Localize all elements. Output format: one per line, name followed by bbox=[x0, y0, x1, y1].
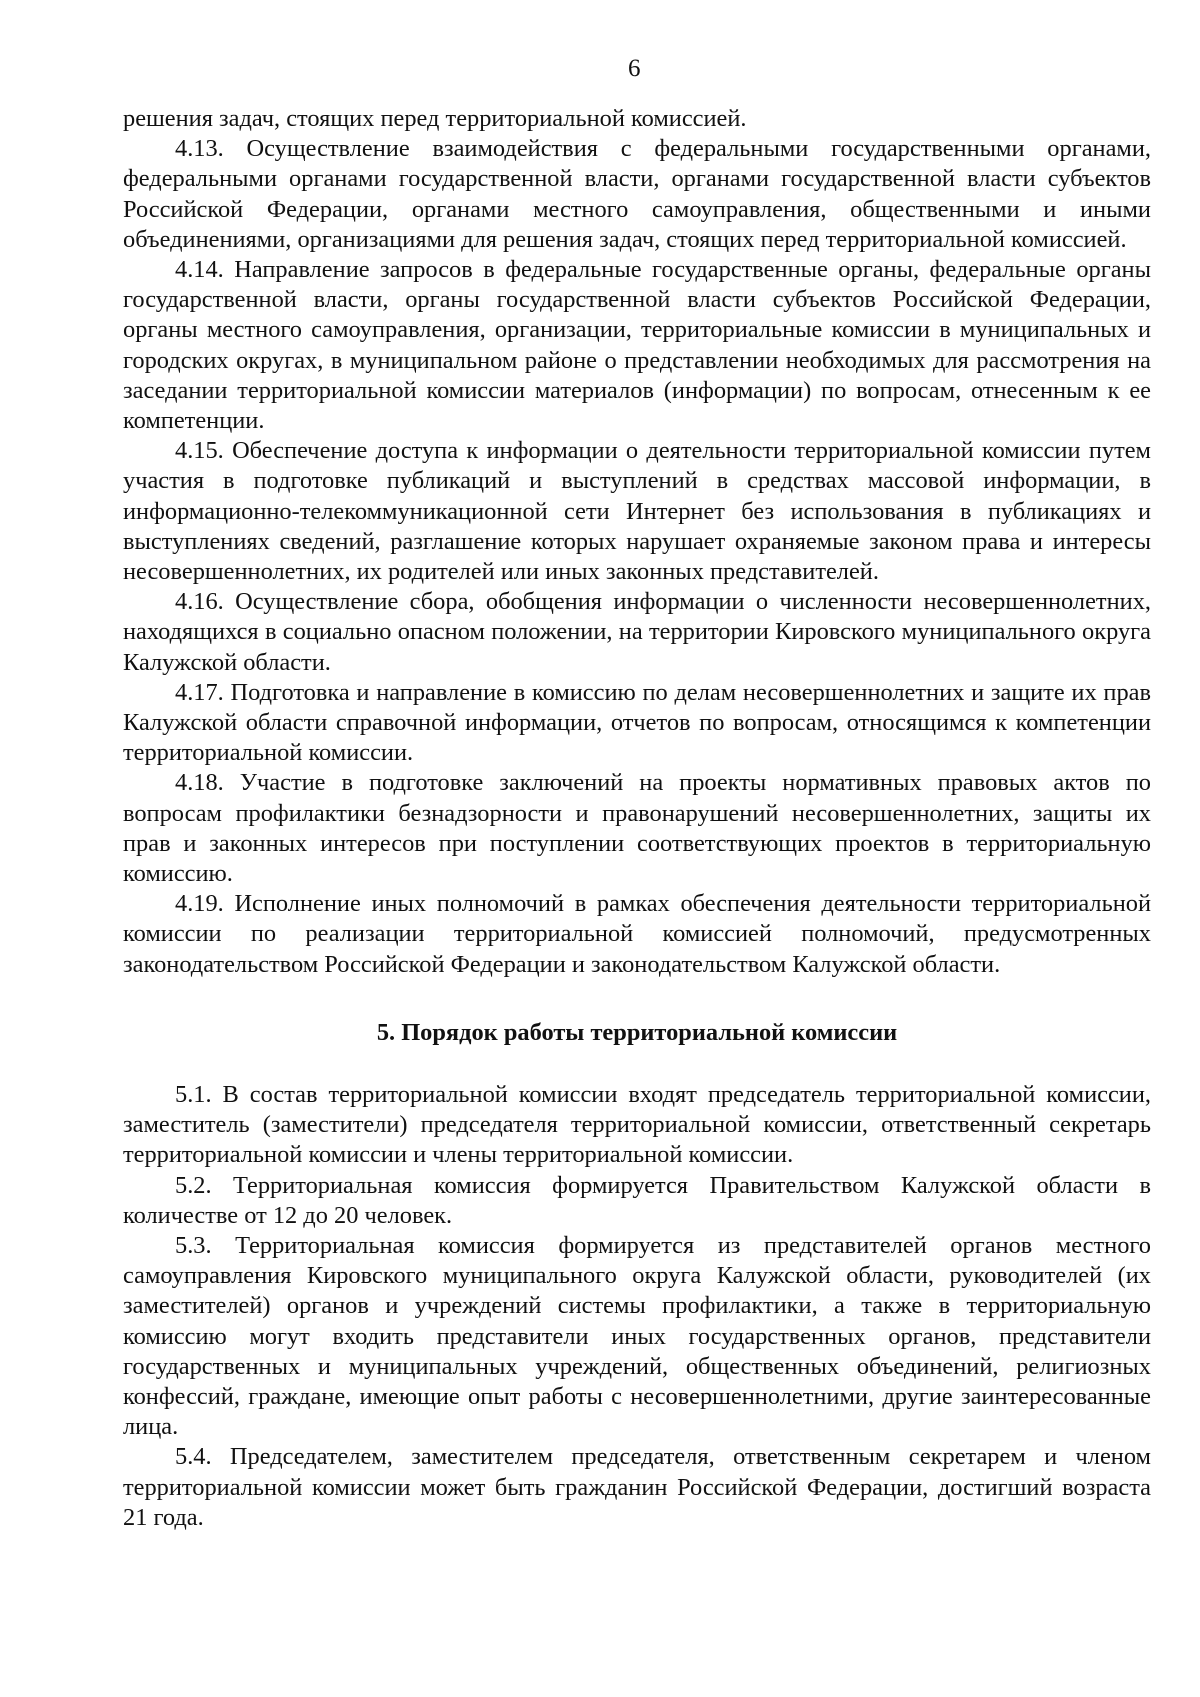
paragraph-5-4: 5.4. Председателем, заместителем председателя, ответственным секретарем и членом территориальной комиссии может быть гражданин Российской Федерации, достигший возраста 21 года. bbox=[123, 1443, 1151, 1531]
paragraph-4-18: 4.18. Участие в подготовке заключений на проекты нормативных правовых актов по вопросам профилактики безнадзорности и правонарушений несовершеннолетних, защиты их прав и законных интересов при поступлении соответствующих проектов в территориальную комиссию. bbox=[123, 769, 1151, 888]
document-body bbox=[123, 104, 1151, 1533]
paragraph-5-2: 5.2. Территориальная комиссия формируется Правительством Калужской области в количестве от 12 до 20 человек. bbox=[123, 1171, 1151, 1229]
paragraph-continuation: решения задач, стоящих перед территориальной комиссией. bbox=[123, 105, 747, 132]
paragraph-4-13: 4.13. Осуществление взаимодействия с федеральными государственными органами, федеральными органами государственной власти, органами государственной власти субъектов Российской Федерации, органами местного самоуправления, общественными и иными объединениями, организациями для решения задач, стоящих перед территориальной комиссией. bbox=[123, 135, 1151, 253]
paragraph-4-15: 4.15. Обеспечение доступа к информации о деятельности территориальной комиссии путем участия в подготовке публикаций и выступлений в средствах массовой информации, в информационно-телекоммуникационной сети Интернет без использования в публикациях и выступлениях сведений, разглашение которых нарушает охраняемые законом права и интересы несовершеннолетних, их родителей или иных законных представителей. bbox=[123, 437, 1151, 586]
page-number: 6 bbox=[628, 55, 641, 82]
paragraph-4-16: 4.16. Осуществление сбора, обобщения информации о численности несовершеннолетних, находящихся в социально опасном положении, на территории Кировского муниципального округа Калужской области. bbox=[123, 588, 1151, 676]
paragraph-5-1: 5.1. В состав территориальной комиссии входят председатель территориальной комиссии, заместитель (заместители) председателя территориальной комиссии, ответственный секретарь территориальной комиссии и члены территориальной комиссии. bbox=[123, 1080, 1151, 1169]
paragraph-4-14: 4.14. Направление запросов в федеральные государственные органы, федеральные органы государственной власти, органы государственной власти субъектов Российской Федерации, органы местного самоуправления, организации, территориальные комиссии в муниципальных и городских округах, в муниципальном районе о представлении необходимых для рассмотрения на заседании территориальной комиссии материалов (информации) по вопросам, отнесенным к ее компетенции. bbox=[123, 256, 1151, 435]
paragraph-4-19: 4.19. Исполнение иных полномочий в рамках обеспечения деятельности территориальной комиссии по реализации территориальной комиссией полномочий, предусмотренных законодательством Российской Федерации и законодательством Калужской области. bbox=[123, 890, 1151, 978]
paragraph-4-17: 4.17. Подготовка и направление в комиссию по делам несовершеннолетних и защите их прав Калужской области справочной информации, отчетов по вопросам, относящимся к компетенции территориальной комиссии. bbox=[123, 678, 1151, 767]
paragraph-5-3: 5.3. Территориальная комиссия формируется из представителей органов местного самоуправления Кировского муниципального округа Калужской области, руководителей (их заместителей) органов и учреждений системы профилактики, а также в территориальную комиссию могут входить представители иных государственных органов, представители государственных и муниципальных учреждений, общественных объединений, религиозных конфессий, граждане, имеющие опыт работы с несовершеннолетними, другие заинтересованные лица. bbox=[123, 1231, 1151, 1441]
section-heading: 5. Порядок работы территориальной комиссии bbox=[376, 1018, 898, 1046]
